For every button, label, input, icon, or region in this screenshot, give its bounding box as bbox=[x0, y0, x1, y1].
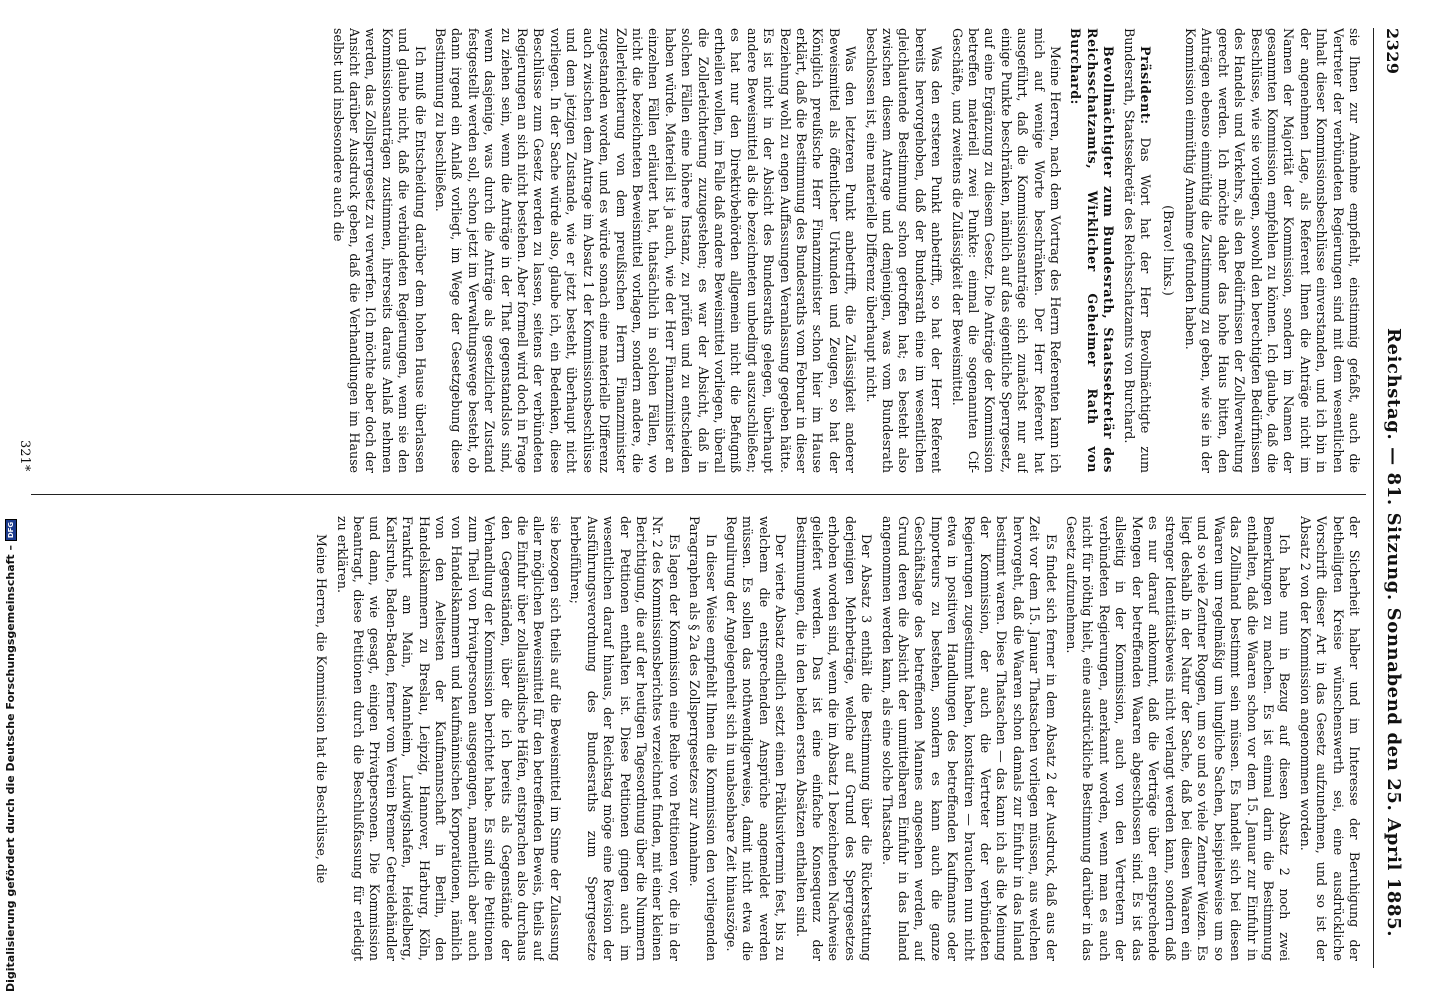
president-statement bbox=[1120, 28, 1153, 473]
page-number: 2329 bbox=[1383, 28, 1402, 75]
applause-note: (Bravo! links.) bbox=[1160, 205, 1176, 296]
paragraph: Was den ersteren Punkt anbetrifft, so hat der Herr Referent bereits hervorgehoben, daß der Bundesrath eine im wesentlichen gleichlautende Bestimmung schon getroffen hat; es besteht also zwischen diesem Antrage und demjenigen, was vom Bundesrath beschlossen ist, eine materielle Differenz überhaupt nicht. bbox=[863, 28, 945, 473]
paragraph: Ich muß die Entscheidung darüber dem hohen Hause überlassen und glaube nicht, daß die verbündeten Regierungen, wenn sie den Kommissionsanträgen zustimmen, ihrerseits daraus Anlaß nehmen werden, das Zollsperrgesetz zu verwerfen. Ich möchte aber doch der Ansicht darüber Ausdruck geben, daß die Verhandlungen im Hause selbst und insbesondere auch die bbox=[330, 28, 428, 473]
sheet-signature: 321* bbox=[17, 440, 32, 472]
statement-text: Das Wort hat der Herr Bevollmächtigte zum Bundesrath, Staatssekretär des Reichsschatzamts von Burchard. bbox=[1121, 28, 1154, 473]
digitization-note bbox=[4, 519, 17, 992]
right-column bbox=[37, 516, 1362, 961]
paragraph: Es lagen der Kommission eine Reihe von Petitionen vor, die in der Nr. 2 des Kommissionsberichtes verzeichnet finden, mit einer kleinen Berichtigung, die auf der heutigen Tagesordnung über die Nummern der Petitionen enthalten ist. Diese Petitionen gingen auch im wesentlichen darauf hinaus, der Reichstag möge eine Revision der Ausführungsverordnung des Bundesraths zum Sperrgesetze herbeiführen; bbox=[568, 516, 682, 961]
left-column bbox=[37, 28, 1362, 473]
speaker-name: Präsident: bbox=[1138, 46, 1154, 125]
paragraph: der Sicherheit halber und im Interesse der Beruhigung der betheiligten Kreise wünschenswerth sei, eine ausdrückliche Vorschrift dieser Art in das Gesetz aufzunehmen, und so ist der Absatz 2 von der Kommission angenommen worden. bbox=[1297, 516, 1362, 961]
page-title: Reichstag. — 81. Sitzung. Sonnabend den 25. April 1885. bbox=[1383, 328, 1404, 938]
paragraph: sie Ihnen zur Annahme empfiehlt, einstimmig gefaßt, auch die Vertreter der verbündeten Regierungen sind mit dem wesentlichen Inhalt dieser Kommissionsbeschlüsse einverstanden, und ich bin in der angenehmen Lage, als Referent Ihnen die Anträge nicht im Namen der Majorität der Kommission, sondern im Namen der gesammten Kommission empfehlen zu können. Ich glaube, daß die Beschlüsse, wie sie vorliegen, sowohl den berechtigten Bedürfnissen des Handels und Verkehrs, als den Bedürfnissen der Zollverwaltung gerecht werden. Ich möchte daher das hohe Haus bitten, den Anträgen ebenso einmüthig die Zustimmung zu geben, wie sie in der Kommission einmüthig Annahme gefunden haben. bbox=[1182, 28, 1362, 473]
paragraph: In dieser Weise empfiehlt Ihnen die Kommission den vorliegenden Paragraphen als § 2a des Zollsperrgesetzes zur Annahme. bbox=[687, 516, 719, 961]
paragraph: sie bezogen sich theils auf die Beweismittel im Sinne der Zulassung aller möglichen Beweismittel für den betreffenden Beweis, theils auf die Einfuhr über zollausländische Häfen, entsprachen also durchaus den Gegenständen, über die ich bereits als Gegenstände der Verhandlung der Kommission berichtet habe. Es sind die Petitionen zum Theil von Privatpersonen ausgegangen, namentlich aber auch von Handelskammern und kaufmännischen Korporationen, nämlich von den Aeltesten der Kaufmannschaft in Berlin, den Handelskammern zu Breslau, Leipzig, Hannover, Harburg, Köln, Frankfurt am Main, Mannheim, Ludwigshafen, Heidelberg, Karlsruhe, Baden-Baden, ferner vom Verein Bremer Getreidehändler und dann, wie gesagt, einigen Privatpersonen. Die Kommission beantragt, diese Petitionen durch die Beschlußfassung für erledigt zu erklären. bbox=[334, 516, 563, 961]
speaker-name: Bevollmächtigter zum Bundesrath, Staatssekretär des Reichsschatzamts, Wirklicher Geheimer Rath von Burchard: bbox=[1068, 28, 1117, 473]
paragraph: Es findet sich ferner in dem Absatz 2 der Ausdruck, daß aus der Zeit vor dem 15. Januar Thatsachen vorliegen müssen, aus welchen hervorgeht, daß die Waaren schon damals zur Einfuhr in das Inland bestimmt waren. Diese Thatsachen — das kann ich als die Meinung der Kommission, der auch die Vertreter der verbündeten Regierungen zugestimmt haben, konstatiren — brauchen nun nicht etwa in positiven Handlungen des betreffenden Kaufmanns oder Importeurs zu bestehen, sondern es kann auch die ganze Geschäftslage des betreffenden Mannes angesehen werden, auf Grund deren die Absicht der unmittelbaren Einfuhr in das Inland angenommen werden kann, als eine solche Thatsache. bbox=[879, 516, 1059, 961]
page-header bbox=[1373, 28, 1408, 968]
paragraph: Ich habe nun in Bezug auf diesen Absatz 2 noch zwei Bemerkungen zu machen. Es ist einmal darin die Bestimmung enthalten, daß die Waaren schon vor dem 15. Januar zur Einfuhr in das Zollinland bestimmt sein müssen. Es handelt sich bei diesen Waaren um regelmäßig um lungliche Sachen, beispielsweise um so und so viele Zentner Roggen, um so und so viele Zentner Weizen. Es liegt deshalb in der Natur der Sache, daß bei diesen Waaren ein strenger Identitätsbeweis nicht verlangt werden kann, sondern daß es nur darauf ankommt, daß die Verträge über entsprechende Mengen der betreffenden Waaren abgeschlossen sind. Es ist das allseitig in der Kommission, auch von den Vertretern der verbündeten Regierungen, anerkannt worden, wenn man es auch nicht für nöthig hielt, eine ausdrückliche Bestimmung darüber in das Gesetz aufzunehmen. bbox=[1064, 516, 1293, 961]
speaker-intro bbox=[1067, 28, 1116, 473]
paragraph: Meine Herren, die Kommission hat die Beschlüsse, die bbox=[314, 534, 330, 884]
paragraph: Der vierte Absatz endlich setzt einen Präklusivtermin fest, bis zu welchem die entsprechenden Ansprüche angemeldet werden müssen. Es sollen das nothwendigerweise, damit nicht etwa die Regulirung der Angelegenheit sich in unabsehbare Zeit hinauszöge. bbox=[723, 516, 789, 961]
paragraph: Was den letzteren Punkt anbetrifft, die Zulässigkeit anderer Beweismittel als öffentlicher Urkunden und Zeugen, so hat der Königlich preußische Herr Finanzminister schon hier im Hause erklärt, daß die Bestimmung des Bundesraths vom Februar in dieser Beziehung wohl zu engen Auffassungen Veranlassung gegeben hätte. Es ist nicht in der Absicht des Bundesraths gelegen, überhaupt andere Beweismittel als die bezeichneten unbedingt auszuschließen; es hat nur den Direktivbehörden allgemein nicht die Befugniß ertheilen wollen, im Falle daß andere Beweismittel vorliegen, überall die Zollerleichterung zuzugestehen; es war der Absicht, daß in solchen Fällen eine höhere Instanz, zu prüfen und zu entscheiden haben würde. Materiell ist ja auch, wie der Herr Finanzminister an einzelnen Fällen erläutert hat, thatsächlich in solchen Fällen, wo nicht die bezeichneten Beweismittel vorlagen, sondern andere, die Zollerleichterung von dem preußischen Herrn Finanzminister zugestanden worden, und es würde sonach eine materielle Differenz auch zwischen dem Antrage im Absatz 1 der Kommissionsbeschlüsse und dem jetzigen Zustande, wie er jetzt besteht, überhaupt nicht vorliegen. In der Sache würde also, glaube ich, ein Bedenken, diese Beschlüsse zum Gesetz werden zu lassen, seitens der verbündeten Regierungen an sich nicht bestehen. Aber formell wird doch in Frage zu ziehen sein, wenn die Anträge in der That gegenstandslos sind, wenn dasjenige, was durch die Anträge als gesetzlicher Zustand festgestellt werden soll, schon jetzt im Verwaltungswege besteht, ob dann irgend ein Anlaß vorliegt, im Wege der Gesetzgebung diese Bestimmung zu beschließen. bbox=[433, 28, 859, 473]
paragraph: Meine Herren, nach dem Vortrag des Herrn Referenten kann ich mich auf wenige Worte beschränken. Der Herr Referent hat ausgeführt, daß die Kommissionsanträge sich zunächst nur auf einige Punkte beschränken, nämlich auf das eigentliche Sperrgesetz, auf eine Ergänzung zu diesem Gesetz. Die Anträge der Kommission betreffen materiell zwei Punkte: einmal die sogenannten Cif-Geschäfte, und zweitens die Zulässigkeit der Beweismittel. bbox=[949, 28, 1064, 473]
paragraph: Der Absatz 3 enthält die Bestimmung über die Rückerstattung derjenigen Mehrbeträge, welche auf Grund des Sperrgesetzes erhoben worden sind, wenn die im Absatz 1 bezeichneten Nachweise geliefert werden. Das ist eine einfache Konsequenz der Bestimmungen, die in den beiden ersten Absätzen enthalten sind. bbox=[793, 516, 875, 961]
digitization-text: Digitalisierung gefördert durch die Deutsche Forschungsgemeinschaft – bbox=[4, 545, 17, 992]
column-divider bbox=[31, 494, 1366, 495]
dfg-logo-icon: DFG bbox=[5, 519, 17, 541]
